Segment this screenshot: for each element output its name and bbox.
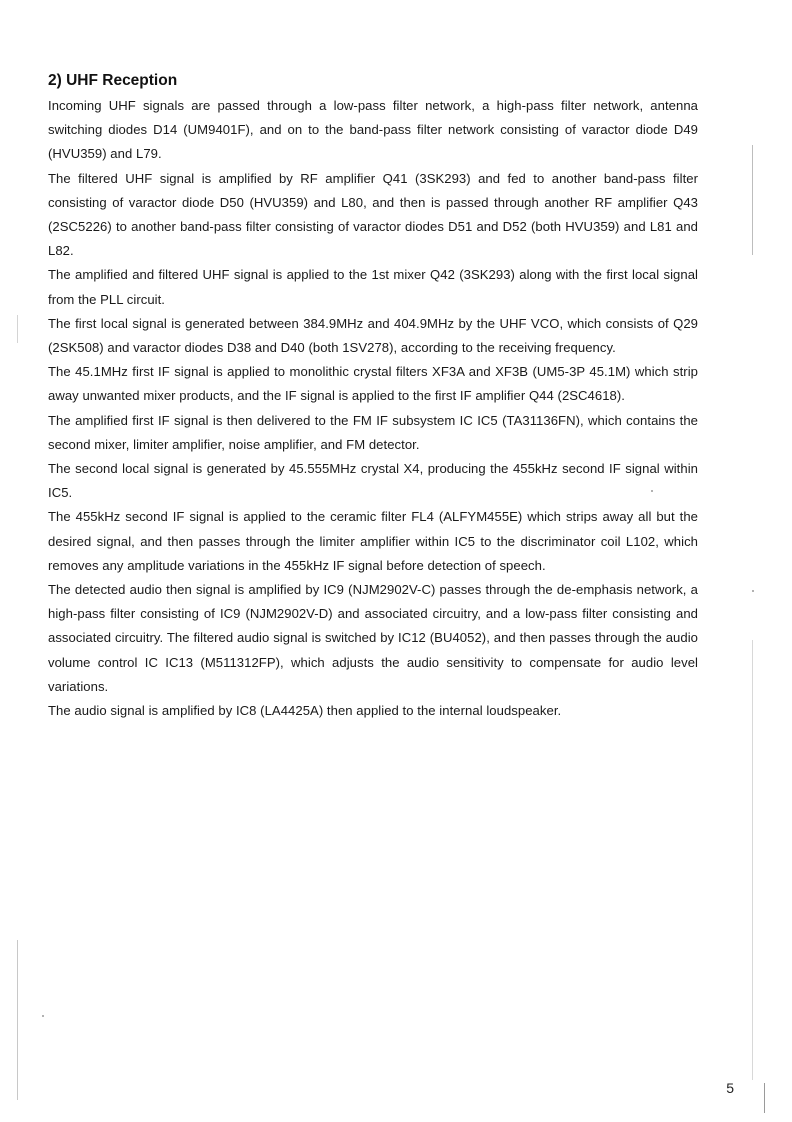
- page-number: 5: [726, 1080, 734, 1096]
- scan-artifact-right-margin-middle: [752, 640, 753, 1080]
- page-content: [48, 70, 698, 723]
- paragraph-second-local-signal: The second local signal is generated by 45.555MHz crystal X4, producing the 455kHz second IF signal within IC5.: [48, 461, 698, 501]
- scan-artifact-left-margin-upper: [17, 315, 18, 343]
- scan-artifact-right-margin-upper: [752, 145, 753, 255]
- paragraph-audio-output: The audio signal is amplified by IC8 (LA4425A) then applied to the internal loudspeaker.: [48, 703, 562, 719]
- paragraph-detected-audio: The detected audio then signal is amplified by IC9 (NJM2902V-C) passes through the de-emphasis network, a high-pass filter consisting of IC9 (NJM2902V-D) and associated circuitry, and a low-pass filter consisting and associated circuitry. The filtered audio signal is switched by IC12 (BU4052), and then passes through the audio volume control IC IC13 (M511312FP), which adjusts the audio sensitivity to compensate for audio level variations.: [48, 582, 698, 694]
- paragraph-first-local-signal: The first local signal is generated between 384.9MHz and 404.9MHz by the UHF VCO, which consists of Q29 (2SK508) and varactor diodes D38 and D40 (both 1SV278), according to the receiving frequency.: [48, 315, 698, 356]
- paragraph-second-if-signal: The 455kHz second IF signal is applied to the ceramic filter FL4 (ALFYM455E) which strips away all but the desired signal, and then passes through the limiter amplifier within IC5 to the discriminator coil L102, which removes any amplitude variations in the 455kHz IF signal before detection of speech.: [48, 509, 698, 573]
- scan-artifact-right-edge: [764, 1083, 765, 1113]
- paragraph-fm-if-subsystem: The amplified first IF signal is then delivered to the FM IF subsystem IC IC5 (TA31136FN), which contains the second mixer, limiter amplifier, noise amplifier, and FM detector.: [48, 412, 698, 452]
- paragraph-rf-amplifier: The filtered UHF signal is amplified by RF amplifier Q41 (3SK293) and fed to another band-pass filter consisting of varactor diode D50 (HVU359) and L80, and then is passed through another RF amplifier Q43 (2SC5226) to another band-pass filter consisting of varactor diodes D51 and D52 (both HVU359) and L81 and L82.: [48, 170, 698, 259]
- paragraph-first-if-signal: The 45.1MHz first IF signal is applied to monolithic crystal filters XF3A and XF3B (UM5-3P 45.1M) which strip away unwanted mixer products, and the IF signal is applied to the first IF amplifier Q44 (2SC4618).: [48, 364, 698, 404]
- paragraph-first-mixer: The amplified and filtered UHF signal is applied to the 1st mixer Q42 (3SK293) along with the first local signal from the PLL circuit.: [48, 267, 698, 307]
- paragraph-uhf-input-filtering: Incoming UHF signals are passed through a low-pass filter network, a high-pass filter network, antenna switching diodes D14 (UM9401F), and on to the band-pass filter network consisting of varactor diode D49 (HVU359) and L79.: [48, 98, 698, 162]
- scan-artifact-dot: [651, 490, 653, 492]
- scan-artifact-dot: [752, 590, 754, 592]
- scan-artifact-left-margin-lower: [17, 940, 18, 1100]
- section-heading: 2) UHF Reception: [48, 72, 178, 89]
- scan-artifact-dot: [42, 1015, 44, 1017]
